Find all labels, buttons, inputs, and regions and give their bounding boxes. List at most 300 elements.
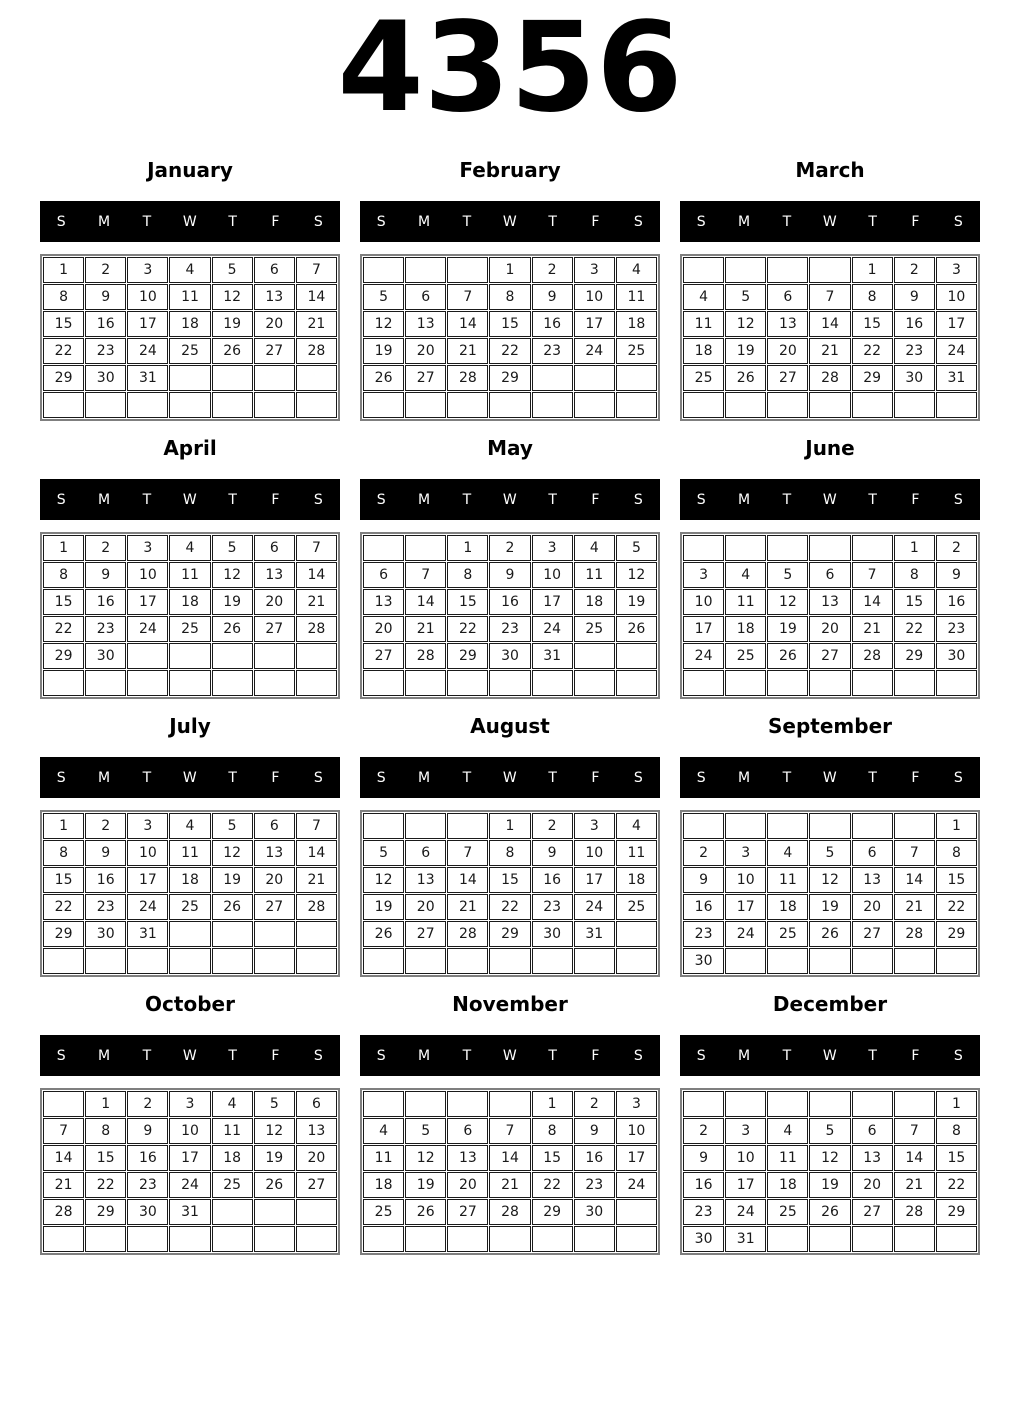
day-cell-empty xyxy=(127,392,168,418)
day-cell: 30 xyxy=(489,643,530,669)
day-cell: 22 xyxy=(489,894,530,920)
day-cell-empty xyxy=(363,1226,404,1252)
day-cell: 21 xyxy=(809,338,850,364)
day-cell: 30 xyxy=(127,1199,168,1225)
day-cell: 23 xyxy=(894,338,935,364)
day-cell: 30 xyxy=(85,365,126,391)
weekday-label: T xyxy=(142,213,152,230)
day-cell: 15 xyxy=(936,1145,977,1171)
day-cell-empty xyxy=(683,670,724,696)
month-title: March xyxy=(795,158,865,182)
weekday-label: M xyxy=(737,213,751,230)
day-cell: 27 xyxy=(254,894,295,920)
day-cell-empty xyxy=(489,948,530,974)
day-cell: 2 xyxy=(127,1091,168,1117)
day-cell: 9 xyxy=(85,284,126,310)
day-cell-empty xyxy=(447,392,488,418)
day-cell-empty xyxy=(767,948,808,974)
day-cell-empty xyxy=(363,392,404,418)
day-cell-empty xyxy=(405,1226,446,1252)
day-cell-empty xyxy=(363,948,404,974)
day-cell-empty xyxy=(489,1226,530,1252)
day-cell-empty xyxy=(574,643,615,669)
day-cell-empty xyxy=(127,948,168,974)
day-cell-empty xyxy=(212,365,253,391)
day-cell: 28 xyxy=(296,338,337,364)
day-cell: 9 xyxy=(85,562,126,588)
day-cell: 27 xyxy=(405,365,446,391)
day-cell: 15 xyxy=(894,589,935,615)
day-cell-empty xyxy=(809,948,850,974)
weekday-label: T xyxy=(548,491,558,508)
day-cell: 21 xyxy=(296,867,337,893)
day-cell-empty xyxy=(683,257,724,283)
day-cell: 27 xyxy=(296,1172,337,1198)
day-cell: 25 xyxy=(683,365,724,391)
day-cell: 21 xyxy=(447,894,488,920)
month-block-september xyxy=(680,714,980,977)
day-cell: 5 xyxy=(767,562,808,588)
day-cell: 4 xyxy=(212,1091,253,1117)
day-cell-empty xyxy=(725,670,766,696)
day-cell: 12 xyxy=(363,867,404,893)
day-cell: 1 xyxy=(43,535,84,561)
day-cell-empty xyxy=(852,948,893,974)
day-cell: 24 xyxy=(616,1172,657,1198)
day-cell-empty xyxy=(725,392,766,418)
day-cell-empty xyxy=(809,1091,850,1117)
day-cell-empty xyxy=(85,1226,126,1252)
weekday-label: W xyxy=(822,213,838,230)
day-cell: 16 xyxy=(85,867,126,893)
day-cell: 20 xyxy=(809,616,850,642)
day-cell: 3 xyxy=(127,535,168,561)
day-cell: 15 xyxy=(43,867,84,893)
day-cell: 19 xyxy=(405,1172,446,1198)
day-cell: 8 xyxy=(489,284,530,310)
day-cell: 29 xyxy=(852,365,893,391)
day-cell: 31 xyxy=(127,921,168,947)
day-cell: 2 xyxy=(85,813,126,839)
day-cell: 29 xyxy=(936,921,977,947)
day-cell: 31 xyxy=(169,1199,210,1225)
day-cell: 28 xyxy=(296,894,337,920)
day-cell: 5 xyxy=(254,1091,295,1117)
day-cell: 19 xyxy=(212,867,253,893)
weekday-label: F xyxy=(911,769,920,786)
weekday-label: F xyxy=(271,769,280,786)
month-title: February xyxy=(459,158,561,182)
day-cell: 20 xyxy=(405,894,446,920)
weekday-label: S xyxy=(376,491,387,508)
weekday-label: M xyxy=(737,769,751,786)
day-cell-empty xyxy=(809,670,850,696)
day-cell: 27 xyxy=(852,921,893,947)
day-cell-empty xyxy=(212,643,253,669)
weekday-label: T xyxy=(228,1047,238,1064)
day-cell: 18 xyxy=(169,311,210,337)
day-cell-empty xyxy=(767,1091,808,1117)
day-cell-empty xyxy=(212,392,253,418)
day-cell: 30 xyxy=(85,643,126,669)
day-cell-empty xyxy=(489,392,530,418)
day-cell: 2 xyxy=(85,535,126,561)
weekday-header-row xyxy=(680,479,980,520)
day-cell: 28 xyxy=(447,921,488,947)
day-cell: 17 xyxy=(725,1172,766,1198)
month-title: April xyxy=(163,436,217,460)
month-title: November xyxy=(452,992,568,1016)
day-cell: 1 xyxy=(43,813,84,839)
weekday-label: F xyxy=(271,491,280,508)
month-block-november xyxy=(360,992,660,1255)
day-cell: 12 xyxy=(809,1145,850,1171)
day-cell: 10 xyxy=(127,562,168,588)
day-cell: 9 xyxy=(574,1118,615,1144)
day-cell: 18 xyxy=(363,1172,404,1198)
weekday-label: W xyxy=(502,213,518,230)
day-cell: 25 xyxy=(574,616,615,642)
day-grid xyxy=(360,810,660,977)
day-cell: 1 xyxy=(489,257,530,283)
weekday-header-row xyxy=(360,201,660,242)
day-cell: 20 xyxy=(852,1172,893,1198)
weekday-label: W xyxy=(182,213,198,230)
day-cell: 8 xyxy=(43,562,84,588)
day-cell: 27 xyxy=(363,643,404,669)
day-cell: 26 xyxy=(212,616,253,642)
month-title: May xyxy=(487,436,533,460)
day-cell-empty xyxy=(936,392,977,418)
day-grid xyxy=(40,1088,340,1255)
day-cell: 20 xyxy=(447,1172,488,1198)
day-cell-empty xyxy=(616,392,657,418)
day-cell: 23 xyxy=(936,616,977,642)
day-cell: 6 xyxy=(405,840,446,866)
day-cell: 5 xyxy=(212,813,253,839)
day-cell: 14 xyxy=(447,311,488,337)
day-cell: 29 xyxy=(894,643,935,669)
day-cell: 8 xyxy=(852,284,893,310)
day-cell: 5 xyxy=(809,840,850,866)
day-cell-empty xyxy=(169,392,210,418)
day-cell: 8 xyxy=(936,840,977,866)
day-cell: 23 xyxy=(85,616,126,642)
day-cell-empty xyxy=(809,257,850,283)
weekday-header-row xyxy=(40,201,340,242)
day-cell-empty xyxy=(616,1226,657,1252)
weekday-label: M xyxy=(97,491,111,508)
day-cell-empty xyxy=(767,813,808,839)
day-cell-empty xyxy=(85,392,126,418)
day-cell: 2 xyxy=(532,257,573,283)
day-grid xyxy=(40,254,340,421)
day-cell: 18 xyxy=(169,867,210,893)
month-title: October xyxy=(145,992,235,1016)
day-cell: 18 xyxy=(169,589,210,615)
day-cell: 18 xyxy=(212,1145,253,1171)
day-cell: 6 xyxy=(254,813,295,839)
day-cell: 12 xyxy=(363,311,404,337)
day-cell-empty xyxy=(43,948,84,974)
day-cell: 8 xyxy=(85,1118,126,1144)
day-cell: 7 xyxy=(296,813,337,839)
day-cell: 16 xyxy=(532,311,573,337)
day-cell: 20 xyxy=(254,311,295,337)
day-cell: 7 xyxy=(447,284,488,310)
day-cell: 17 xyxy=(127,589,168,615)
day-cell: 29 xyxy=(447,643,488,669)
day-cell-empty xyxy=(683,813,724,839)
day-cell: 29 xyxy=(489,365,530,391)
day-cell-empty xyxy=(532,948,573,974)
day-cell: 24 xyxy=(532,616,573,642)
day-cell: 2 xyxy=(489,535,530,561)
day-cell: 18 xyxy=(683,338,724,364)
day-cell: 23 xyxy=(127,1172,168,1198)
weekday-label: M xyxy=(417,491,431,508)
weekday-label: T xyxy=(782,213,792,230)
day-cell-empty xyxy=(254,365,295,391)
day-cell: 13 xyxy=(767,311,808,337)
day-cell: 2 xyxy=(85,257,126,283)
weekday-label: S xyxy=(696,769,707,786)
day-cell: 14 xyxy=(296,840,337,866)
day-cell: 13 xyxy=(852,867,893,893)
day-cell: 2 xyxy=(683,1118,724,1144)
weekday-header-row xyxy=(680,201,980,242)
weekday-label: T xyxy=(868,213,878,230)
day-cell-empty xyxy=(936,1226,977,1252)
month-block-december xyxy=(680,992,980,1255)
day-cell: 5 xyxy=(212,257,253,283)
day-cell: 21 xyxy=(405,616,446,642)
day-cell: 14 xyxy=(43,1145,84,1171)
day-cell: 9 xyxy=(489,562,530,588)
day-cell-empty xyxy=(447,813,488,839)
day-cell: 28 xyxy=(296,616,337,642)
weekday-label: S xyxy=(633,1047,644,1064)
weekday-label: T xyxy=(462,491,472,508)
weekday-label: T xyxy=(228,491,238,508)
day-cell: 14 xyxy=(296,284,337,310)
day-cell-empty xyxy=(212,948,253,974)
day-cell: 7 xyxy=(852,562,893,588)
day-cell: 22 xyxy=(489,338,530,364)
day-cell: 19 xyxy=(616,589,657,615)
day-cell: 14 xyxy=(447,867,488,893)
day-cell: 22 xyxy=(532,1172,573,1198)
day-cell: 12 xyxy=(212,284,253,310)
day-cell: 28 xyxy=(405,643,446,669)
day-cell: 26 xyxy=(616,616,657,642)
day-cell: 20 xyxy=(363,616,404,642)
day-cell-empty xyxy=(616,670,657,696)
day-cell: 16 xyxy=(85,311,126,337)
weekday-label: S xyxy=(696,491,707,508)
weekday-label: T xyxy=(782,769,792,786)
day-cell: 28 xyxy=(894,921,935,947)
day-cell-empty xyxy=(212,670,253,696)
day-cell-empty xyxy=(169,948,210,974)
day-cell: 3 xyxy=(574,813,615,839)
month-block-march xyxy=(680,158,980,421)
weekday-header-row xyxy=(360,479,660,520)
day-cell: 13 xyxy=(363,589,404,615)
day-cell-empty xyxy=(447,948,488,974)
day-cell: 6 xyxy=(296,1091,337,1117)
day-cell-empty xyxy=(127,643,168,669)
weekday-label: T xyxy=(782,1047,792,1064)
day-cell: 11 xyxy=(169,562,210,588)
day-cell-empty xyxy=(296,670,337,696)
day-grid xyxy=(360,254,660,421)
day-cell-empty xyxy=(296,392,337,418)
day-cell-empty xyxy=(852,670,893,696)
weekday-label: S xyxy=(953,491,964,508)
day-cell: 10 xyxy=(936,284,977,310)
day-cell-empty xyxy=(683,392,724,418)
day-cell: 11 xyxy=(616,284,657,310)
weekday-label: M xyxy=(417,213,431,230)
day-cell-empty xyxy=(363,1091,404,1117)
day-cell: 31 xyxy=(127,365,168,391)
day-cell-empty xyxy=(363,257,404,283)
day-cell: 3 xyxy=(683,562,724,588)
day-cell-empty xyxy=(363,813,404,839)
day-cell-empty xyxy=(809,1226,850,1252)
month-title: September xyxy=(768,714,892,738)
day-cell: 27 xyxy=(254,616,295,642)
day-cell: 13 xyxy=(405,867,446,893)
month-title: August xyxy=(470,714,550,738)
day-cell: 21 xyxy=(894,1172,935,1198)
weekday-label: F xyxy=(911,491,920,508)
day-cell: 29 xyxy=(532,1199,573,1225)
day-cell: 2 xyxy=(574,1091,615,1117)
day-cell-empty xyxy=(574,670,615,696)
weekday-header-row xyxy=(40,757,340,798)
day-cell: 5 xyxy=(363,840,404,866)
day-cell: 1 xyxy=(447,535,488,561)
day-cell: 22 xyxy=(43,338,84,364)
day-cell: 21 xyxy=(296,589,337,615)
day-cell: 3 xyxy=(574,257,615,283)
day-cell: 11 xyxy=(767,1145,808,1171)
day-cell: 26 xyxy=(212,894,253,920)
day-cell: 3 xyxy=(725,1118,766,1144)
day-cell-empty xyxy=(127,670,168,696)
day-cell: 19 xyxy=(363,338,404,364)
day-cell: 28 xyxy=(43,1199,84,1225)
day-grid xyxy=(680,254,980,421)
weekday-label: S xyxy=(56,1047,67,1064)
day-cell: 7 xyxy=(447,840,488,866)
day-grid xyxy=(360,1088,660,1255)
day-cell-empty xyxy=(363,535,404,561)
day-grid xyxy=(680,810,980,977)
weekday-label: F xyxy=(911,213,920,230)
day-cell: 7 xyxy=(296,257,337,283)
weekday-label: W xyxy=(502,491,518,508)
day-cell-empty xyxy=(616,921,657,947)
day-cell-empty xyxy=(254,1199,295,1225)
day-cell: 11 xyxy=(212,1118,253,1144)
weekday-label: T xyxy=(462,1047,472,1064)
day-cell: 3 xyxy=(936,257,977,283)
day-cell-empty xyxy=(85,948,126,974)
day-cell: 11 xyxy=(169,284,210,310)
day-cell: 14 xyxy=(405,589,446,615)
weekday-label: M xyxy=(417,769,431,786)
day-cell-empty xyxy=(43,1091,84,1117)
day-cell-empty xyxy=(489,670,530,696)
day-cell: 9 xyxy=(683,1145,724,1171)
day-cell-empty xyxy=(296,365,337,391)
day-cell: 24 xyxy=(169,1172,210,1198)
day-cell: 17 xyxy=(616,1145,657,1171)
day-grid xyxy=(40,810,340,977)
day-cell: 5 xyxy=(363,284,404,310)
day-cell: 21 xyxy=(296,311,337,337)
day-cell: 29 xyxy=(43,643,84,669)
day-cell: 7 xyxy=(894,1118,935,1144)
weekday-label: F xyxy=(591,769,600,786)
weekday-label: T xyxy=(868,491,878,508)
day-cell: 1 xyxy=(532,1091,573,1117)
day-cell: 9 xyxy=(532,840,573,866)
month-block-july xyxy=(40,714,340,977)
day-cell: 11 xyxy=(725,589,766,615)
day-cell: 18 xyxy=(574,589,615,615)
weekday-label: W xyxy=(822,1047,838,1064)
weekday-label: F xyxy=(911,1047,920,1064)
day-cell: 17 xyxy=(127,311,168,337)
day-cell: 25 xyxy=(616,894,657,920)
day-cell-empty xyxy=(169,643,210,669)
day-cell: 25 xyxy=(616,338,657,364)
day-cell: 4 xyxy=(767,840,808,866)
weekday-label: T xyxy=(782,491,792,508)
weekday-label: S xyxy=(376,1047,387,1064)
day-cell: 6 xyxy=(254,535,295,561)
day-cell-empty xyxy=(447,1091,488,1117)
day-cell: 22 xyxy=(936,1172,977,1198)
day-cell: 26 xyxy=(809,921,850,947)
day-cell-empty xyxy=(852,392,893,418)
day-cell: 11 xyxy=(683,311,724,337)
day-cell: 15 xyxy=(43,311,84,337)
day-cell-empty xyxy=(894,1226,935,1252)
day-cell: 19 xyxy=(254,1145,295,1171)
day-cell: 12 xyxy=(725,311,766,337)
month-block-april xyxy=(40,436,340,699)
day-cell: 14 xyxy=(894,1145,935,1171)
weekday-label: M xyxy=(97,769,111,786)
day-grid xyxy=(680,532,980,699)
day-cell: 10 xyxy=(683,589,724,615)
day-cell: 16 xyxy=(532,867,573,893)
day-cell: 30 xyxy=(894,365,935,391)
day-cell: 1 xyxy=(936,1091,977,1117)
day-cell: 24 xyxy=(127,616,168,642)
weekday-label: F xyxy=(271,213,280,230)
day-cell: 23 xyxy=(85,894,126,920)
day-cell-empty xyxy=(254,670,295,696)
day-cell-empty xyxy=(43,392,84,418)
day-cell: 13 xyxy=(254,840,295,866)
weekday-label: S xyxy=(633,769,644,786)
